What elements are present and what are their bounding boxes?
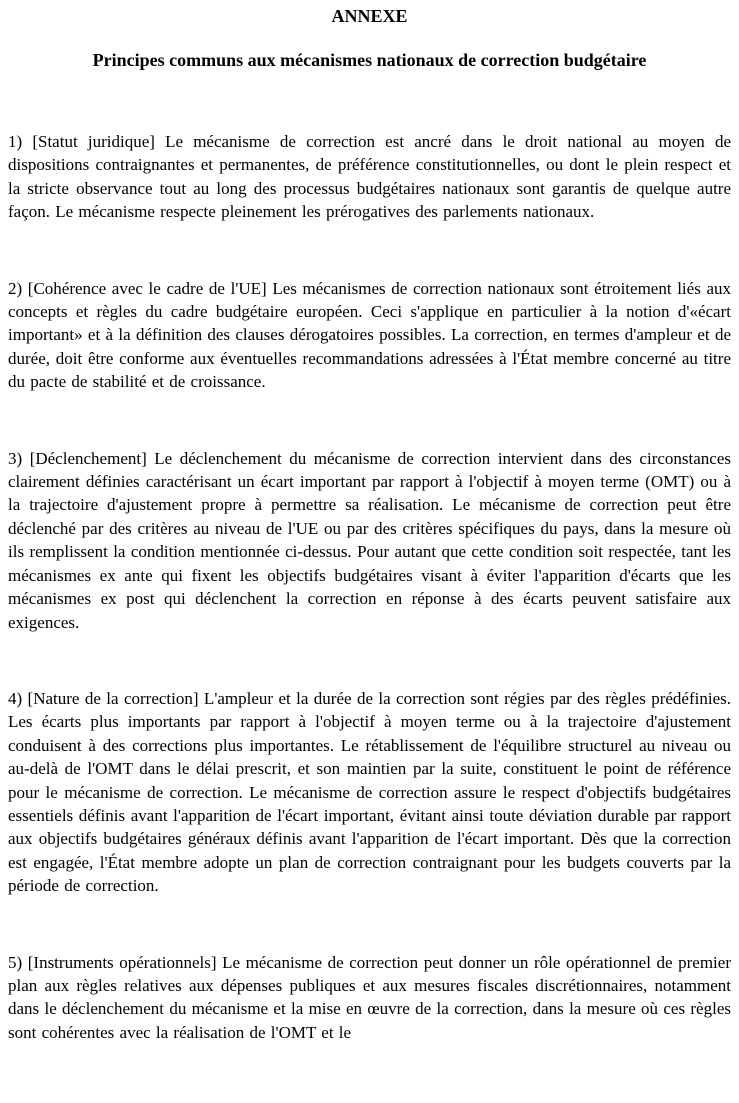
paragraph-statut-juridique: 1) [Statut juridique] Le mécanisme de correction est ancré dans le droit national au moyen de dispositions contraignantes et permanentes, de préférence constitutionnelles, ou dont le plein respect et la stricte observance tout au long des processus budgétaires nationaux sont garantis de quelque autre façon. Le mécanisme respecte pleinement les prérogatives des parlements nationaux. bbox=[8, 132, 731, 222]
document-title: ANNEXE bbox=[331, 6, 408, 26]
paragraph-instruments-operationnels: 5) [Instruments opérationnels] Le mécanisme de correction peut donner un rôle opérationnel de premier plan aux règles relatives aux dépenses publiques et aux mesures fiscales discrétionnaires, notamment dans le déclenchement du mécanisme et la mise en œuvre de la correction, dans la mesure où ces règles sont cohérentes avec la réalisation de l'OMT et le bbox=[8, 952, 731, 1042]
document-subtitle: Principes communs aux mécanismes nationaux de correction budgétaire bbox=[92, 50, 647, 70]
paragraph-declenchement: 3) [Déclenchement] Le déclenchement du mécanisme de correction intervient dans des circonstances clairement définies caractérisant un écart important par rapport à l'objectif à moyen terme (OMT) ou à la trajectoire d'ajustement propre à permettre sa réalisation. Le mécanisme de correction peut être déclenché par des critères au niveau de l'UE ou par des critères spécifiques du pays, dans la mesure où ils remplissent la condition mentionnée ci-dessus. Pour autant que cette condition soit respectée, tant les mécanismes ex ante qui fixent les objectifs budgétaires visant à éviter l'apparition d'écarts que les mécanismes ex post qui déclenchent la correction en réponse à des écarts peuvent satisfaire aux exigences. bbox=[8, 448, 731, 632]
paragraph-nature-de-la-correction: 4) [Nature de la correction] L'ampleur et la durée de la correction sont régies par des règles prédéfinies. Les écarts plus importants par rapport à l'objectif à moyen terme ou à la trajectoire d'ajustement conduisent à des corrections plus importantes. Le rétablissement de l'équilibre structurel au niveau ou au-delà de l'OMT dans le délai prescrit, et son maintien par la suite, constituent le point de référence pour le mécanisme de correction. Le mécanisme de correction assure le respect d'objectifs budgétaires essentiels définis avant l'apparition de l'écart important, évitant ainsi toute déviation durable par rapport aux objectifs budgétaires généraux définis avant l'apparition de l'écart important. Dès que la correction est engagée, l'État membre adopte un plan de correction contraignant pour les budgets couverts par la période de correction. bbox=[8, 688, 731, 896]
paragraph-coherence-cadre-ue: 2) [Cohérence avec le cadre de l'UE] Les mécanismes de correction nationaux sont étroitement liés aux concepts et règles du cadre budgétaire européen. Ceci s'applique en particulier à la notion d'«écart important» et à la définition des clauses dérogatoires possibles. La correction, en termes d'ampleur et de durée, doit être conforme aux éventuelles recommandations adressées à l'État membre concerné au titre du pacte de stabilité et de croissance. bbox=[8, 278, 731, 392]
